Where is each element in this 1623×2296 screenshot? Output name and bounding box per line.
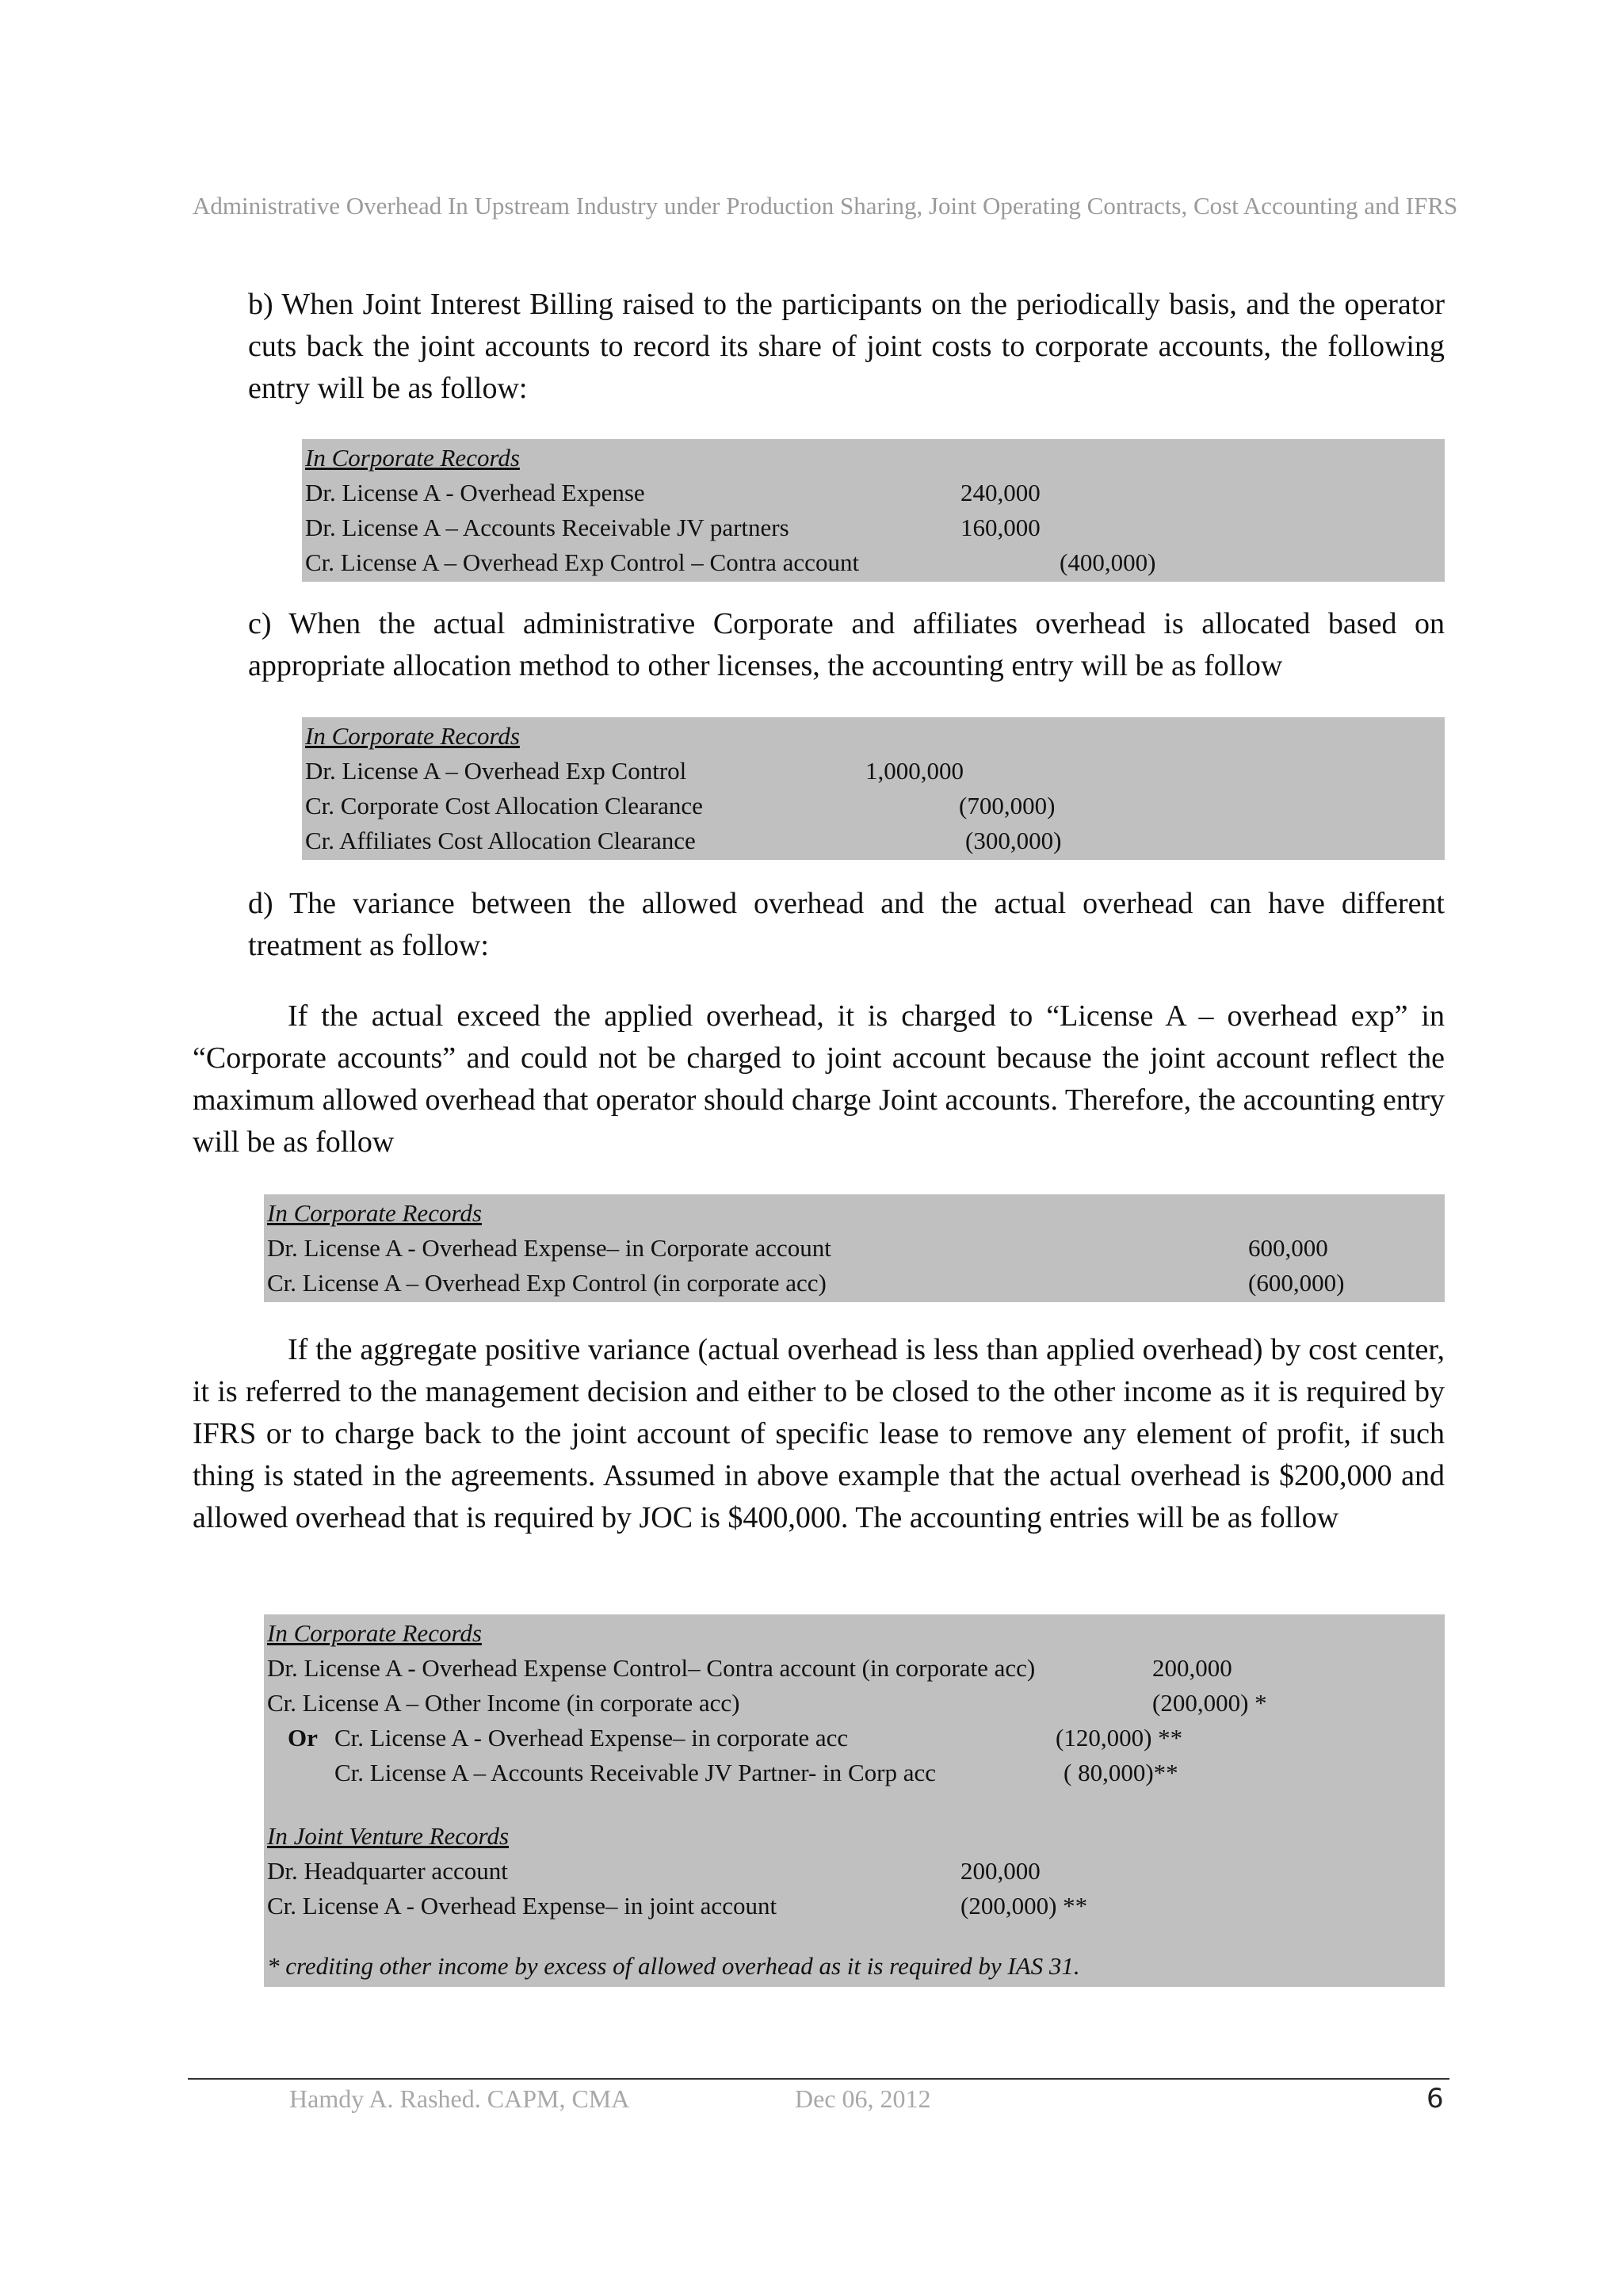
box3-row-2-amount: (600,000) <box>1248 1269 1345 1297</box>
box4-or-row-2-label: Cr. License A – Accounts Receivable JV Partner- in Corp acc <box>334 1759 936 1786</box>
box2-row-3-label: Cr. Affiliates Cost Allocation Clearance <box>305 827 696 854</box>
journal-entry-box-1 <box>302 439 1445 582</box>
box4-corp-row-1-amount: 200,000 <box>1152 1654 1232 1682</box>
box3-row-1-label: Dr. License A - Overhead Expense– in Corporate account <box>267 1234 831 1262</box>
box2-row-1-amount: 1,000,000 <box>865 757 964 785</box>
box1-row-3-label: Cr. License A – Overhead Exp Control – Contra account <box>305 548 860 576</box>
box4-jv-row-2-amount: (200,000) ** <box>960 1892 1088 1920</box>
box3-heading: In Corporate Records <box>267 1199 482 1227</box>
running-header: Administrative Overhead In Upstream Industry under Production Sharing, Joint Operating Contracts, Cost Accounting and IFRS <box>193 192 1458 220</box>
box3-row-1-amount: 600,000 <box>1248 1234 1328 1262</box>
box4-jv-row-2-label: Cr. License A - Overhead Expense– in joint account <box>267 1892 777 1920</box>
box4-or-row-1-amount: (120,000) ** <box>1056 1724 1183 1752</box>
box1-row-2-amount: 160,000 <box>960 514 1041 541</box>
box4-or-row-2-amount: ( 80,000)** <box>1064 1759 1178 1786</box>
paragraph-e: If the actual exceed the applied overhead, it is charged to “License A – overhead exp” in “Corporate accounts” and could not be charged to joint account because the joint account reflect the maximum allowed overhead that operator should charge Joint accounts. Therefore, the accounting entry will be as follow <box>193 999 1445 1159</box>
page-number: 6 <box>1426 2083 1444 2115</box>
box4-or-label: Or <box>288 1724 318 1752</box>
box4-corporate-heading: In Corporate Records <box>267 1619 482 1647</box>
paragraph-d: d) The variance between the allowed overhead and the actual overhead can have different treatment as follow: <box>248 887 1445 962</box>
footer-date: Dec 06, 2012 <box>795 2084 931 2113</box>
box4-corp-row-1-label: Dr. License A - Overhead Expense Control– Contra account (in corporate acc) <box>267 1654 1036 1682</box>
box3-row-2-label: Cr. License A – Overhead Exp Control (in corporate acc) <box>267 1269 827 1297</box>
box4-jv-heading: In Joint Venture Records <box>267 1822 510 1850</box>
box4-or-row-1-label: Cr. License A - Overhead Expense– in corporate acc <box>334 1724 849 1752</box>
box2-row-1-label: Dr. License A – Overhead Exp Control <box>305 757 687 785</box>
box2-row-2-label: Cr. Corporate Cost Allocation Clearance <box>305 792 703 819</box>
journal-entry-box-4 <box>264 1614 1445 1987</box>
footer-divider <box>188 2078 1449 2080</box>
box1-row-2-label: Dr. License A – Accounts Receivable JV partners <box>305 514 789 541</box>
box4-jv-row-1-amount: 200,000 <box>960 1857 1041 1885</box>
box2-heading: In Corporate Records <box>305 722 520 750</box>
paragraph-b: b) When Joint Interest Billing raised to the participants on the periodically basis, and the operator cuts back the joint accounts to record its share of joint costs to corporate accounts, the following entry will be as follow: <box>248 288 1445 405</box>
box4-corp-row-2-label: Cr. License A – Other Income (in corporate acc) <box>267 1689 740 1717</box>
paragraph-c: c) When the actual administrative Corporate and affiliates overhead is allocated based on appropriate allocation method to other licenses, the accounting entry will be as follow <box>248 607 1445 682</box>
paragraph-f: If the aggregate positive variance (actual overhead is less than applied overhead) by cost center, it is referred to the management decision and either to be closed to the other income as it is required by IFRS or to charge back to the joint account of specific lease to remove any element of profit, if such thing is stated in the agreements. Assumed in above example that the actual overhead is $200,000 and allowed overhead that is required by JOC is $400,000. The accounting entries will be as follow <box>193 1333 1445 1534</box>
box2-row-2-amount: (700,000) <box>959 792 1056 819</box>
footer-author: Hamdy A. Rashed. CAPM, CMA <box>289 2084 630 2113</box>
box1-row-3-amount: (400,000) <box>1060 548 1156 576</box>
journal-entry-box-3 <box>264 1194 1445 1302</box>
journal-entry-box-2 <box>302 717 1445 860</box>
box1-row-1-label: Dr. License A - Overhead Expense <box>305 479 645 506</box>
box4-jv-row-1-label: Dr. Headquarter account <box>267 1857 508 1885</box>
box1-heading: In Corporate Records <box>305 444 520 472</box>
box2-row-3-amount: (300,000) <box>965 827 1062 854</box>
box4-corp-row-2-amount: (200,000) * <box>1152 1689 1267 1717</box>
box1-row-1-amount: 240,000 <box>960 479 1041 506</box>
box4-footnote: * crediting other income by excess of allowed overhead as it is required by IAS 31. <box>267 1952 1080 1980</box>
